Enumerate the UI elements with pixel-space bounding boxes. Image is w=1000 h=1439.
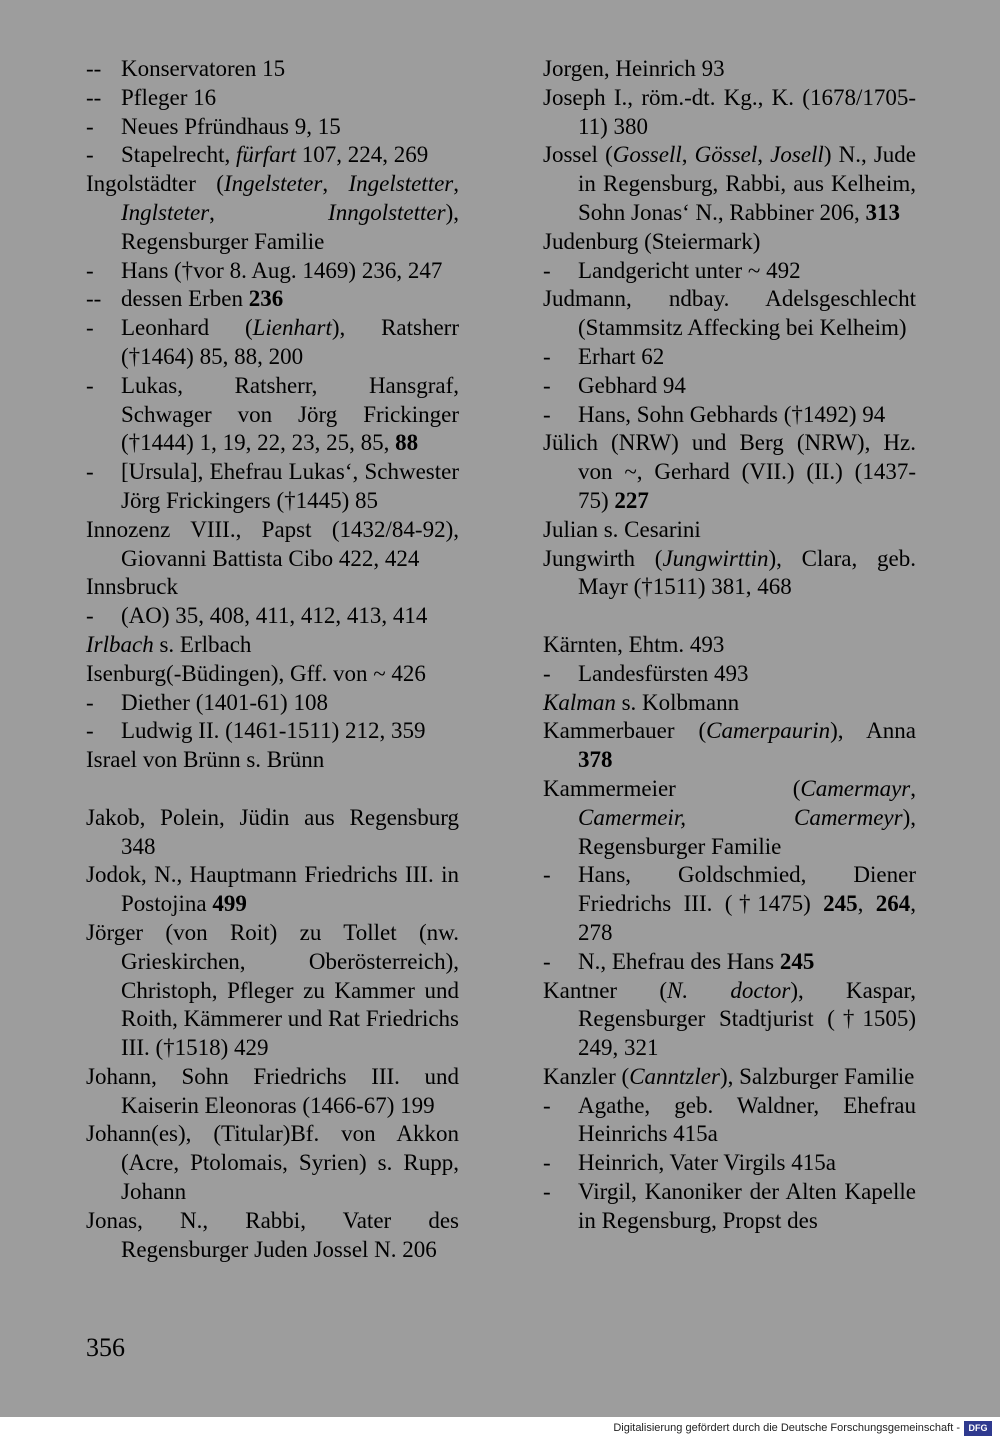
subentry-text: Virgil, Kanoniker der Alten Kapelle in Regensburg, Propst des [578, 1179, 916, 1233]
index-subentry [543, 257, 916, 286]
index-subentry [86, 689, 459, 718]
subentry-text: Lukas, Ratsherr, Hansgraf, Schwager von Jörg Frickinger (†1444) 1, 19, 22, 23, 25, 85, 88 [121, 372, 459, 456]
subentry-text: Ludwig II. (1461-1511) 212, 359 [121, 718, 426, 744]
subentry-dash: - [543, 1179, 551, 1205]
index-subentry [86, 55, 459, 84]
index-entry: Jungwirth (Jungwirttin), Clara, geb. Mayr (†1511) 381, 468 [543, 545, 916, 600]
index-entry: Judenburg (Steiermark) [543, 228, 761, 254]
index-entry: Johann, Sohn Friedrichs III. und Kaiserin Eleonoras (1466-67) 199 [86, 1063, 459, 1118]
subentry-dash: - [543, 343, 551, 369]
subentry-dash: - [86, 459, 94, 485]
subentry-dash: - [86, 372, 94, 398]
subentry-dash: - [86, 315, 94, 341]
index-entry: Johann(es), (Titular)Bf. von Akkon (Acre, Ptolomais, Syrien) s. Rupp, Johann [86, 1121, 459, 1205]
subentry-dash: - [543, 257, 551, 283]
index-subentry [86, 717, 459, 746]
footer-credit: Digitalisierung gefördert durch die Deutsche Forschungsgemeinschaft - [613, 1422, 960, 1434]
subentry-text: Konservatoren 15 [121, 56, 286, 81]
subentry-dash: - [86, 257, 94, 283]
subentry-text: Hans, Goldschmied, Diener Friedrichs III. (†1475) 245, 264, 278 [578, 862, 917, 945]
subentry-dash: - [86, 689, 94, 715]
index-subentry [86, 602, 459, 631]
subentry-dash: - [86, 718, 94, 744]
index-entry: Kantner (N. doctor), Kaspar, Regensburger Stadtjurist (†1505) 249, 321 [543, 977, 916, 1061]
index-entry: Irlbach s. Erlbach [86, 631, 252, 657]
index-entry: Kammerbauer (Camerpaurin), Anna 378 [543, 718, 916, 773]
index-subentry [543, 660, 916, 689]
index-entry: Israel von Brünn s. Brünn [86, 747, 325, 773]
subentry-text: Diether (1401-61) 108 [121, 689, 328, 715]
index-subentry [543, 948, 916, 977]
index-entry: Jorgen, Heinrich 93 [543, 56, 725, 81]
index-column-left [86, 55, 459, 1264]
index-subentry [543, 1092, 916, 1150]
index-subentry [543, 1178, 916, 1236]
index-entry: Jakob, Polein, Jüdin aus Regensburg 348 [86, 804, 459, 859]
index-entry: Jossel (Gossell, Gössel, Josell) N., Jude in Regensburg, Rabbi, aus Kelheim, Sohn Jonas‘ N., Rabbiner 206, 313 [543, 142, 917, 225]
subentry-dash: - [543, 862, 551, 888]
subentry-text: (AO) 35, 408, 411, 412, 413, 414 [121, 603, 428, 629]
index-subentry [543, 372, 916, 401]
subentry-text: Gebhard 94 [578, 372, 686, 398]
subentry-text: Heinrich, Vater Virgils 415a [578, 1150, 836, 1176]
section-gap [543, 602, 916, 631]
subentry-dash: - [543, 372, 551, 398]
subentry-text: Stapelrecht, fürfart 107, 224, 269 [121, 142, 429, 168]
index-subentry [86, 141, 459, 170]
index-subentry [543, 343, 916, 372]
subentry-text: Erhart 62 [578, 343, 665, 369]
index-entry: Kalman s. Kolbmann [543, 689, 740, 715]
subentry-text: Hans, Sohn Gebhards (†1492) 94 [578, 401, 886, 427]
subentry-text: Leonhard (Lienhart), Ratsherr (†1464) 85, 88, 200 [121, 315, 459, 369]
index-subentry [86, 372, 459, 458]
subentry-dash: - [543, 660, 551, 686]
subentry-dash: - [543, 1092, 551, 1118]
footer-bar [0, 1417, 1000, 1439]
subentry-text: Landesfürsten 493 [578, 660, 749, 686]
index-entry: Jülich (NRW) und Berg (NRW), Hz. von ~, Gerhard (VII.) (II.) (1437-75) 227 [543, 430, 916, 513]
index-entry: Kanzler (Canntzler), Salzburger Familie [543, 1063, 915, 1089]
index-column-right [543, 55, 916, 1236]
subentry-dash: -- [86, 286, 102, 312]
index-entry: Jodok, N., Hauptmann Friedrichs III. in Postojina 499 [86, 862, 459, 917]
index-entry: Jonas, N., Rabbi, Vater des Regensburger Juden Jossel N. 206 [86, 1207, 459, 1262]
dfg-logo: DFG [964, 1421, 992, 1436]
subentry-text: Pfleger 16 [121, 84, 217, 110]
subentry-text: [Ursula], Ehefrau Lukas‘, Schwester Jörg Frickingers (†1445) 85 [121, 459, 459, 513]
index-entry: Kärnten, Ehtm. 493 [543, 631, 725, 657]
index-entry: Jörger (von Roit) zu Tollet (nw. Grieskirchen, Oberösterreich), Christoph, Pfleger zu Kammer und Roith, Kämmerer und Rat Friedrichs III. (†1518) 429 [86, 919, 459, 1061]
index-subentry [543, 1149, 916, 1178]
index-entry: Innozenz VIII., Papst (1432/84-92), Giovanni Battista Cibo 422, 424 [86, 516, 459, 571]
index-subentry [86, 84, 459, 113]
subentry-dash: - [86, 603, 94, 629]
index-entry: Ingolstädter (Ingelsteter, Ingelstetter, Inglsteter, Inngolstetter), Regensburger Familie [86, 171, 459, 254]
index-subentry [86, 257, 459, 286]
index-subentry [86, 285, 459, 314]
subentry-dash: - [543, 1150, 551, 1176]
index-entry: Innsbruck [86, 574, 178, 600]
subentry-text: Hans (†vor 8. Aug. 1469) 236, 247 [121, 257, 443, 283]
subentry-text: Landgericht unter ~ 492 [578, 257, 801, 283]
index-subentry [86, 314, 459, 372]
subentry-dash: -- [86, 84, 102, 110]
section-gap [86, 775, 459, 804]
index-entry: Joseph I., röm.-dt. Kg., K. (1678/1705-11) 380 [543, 84, 916, 139]
index-entry: Isenburg(-Büdingen), Gff. von ~ 426 [86, 660, 426, 686]
index-subentry [86, 113, 459, 142]
index-entry: Kammermeier (Camermayr, Camermeir, Camermeyr), Regensburger Familie [543, 775, 916, 859]
index-subentry [543, 401, 916, 430]
subentry-text: dessen Erben 236 [121, 286, 284, 312]
subentry-dash: - [86, 113, 94, 139]
subentry-text: Neues Pfründhaus 9, 15 [121, 113, 341, 139]
index-subentry [543, 861, 916, 947]
subentry-text: Agathe, geb. Waldner, Ehefrau Heinrichs 415a [578, 1092, 916, 1147]
subentry-dash: -- [86, 56, 102, 81]
index-entry: Julian s. Cesarini [543, 516, 701, 542]
index-entry: Judmann, ndbay. Adelsgeschlecht (Stammsitz Affecking bei Kelheim) [543, 286, 916, 341]
subentry-text: N., Ehefrau des Hans 245 [578, 948, 815, 974]
index-subentry [86, 458, 459, 516]
subentry-dash: - [543, 948, 551, 974]
subentry-dash: - [543, 401, 551, 427]
page-number: 356 [86, 1333, 125, 1362]
subentry-dash: - [86, 142, 94, 168]
